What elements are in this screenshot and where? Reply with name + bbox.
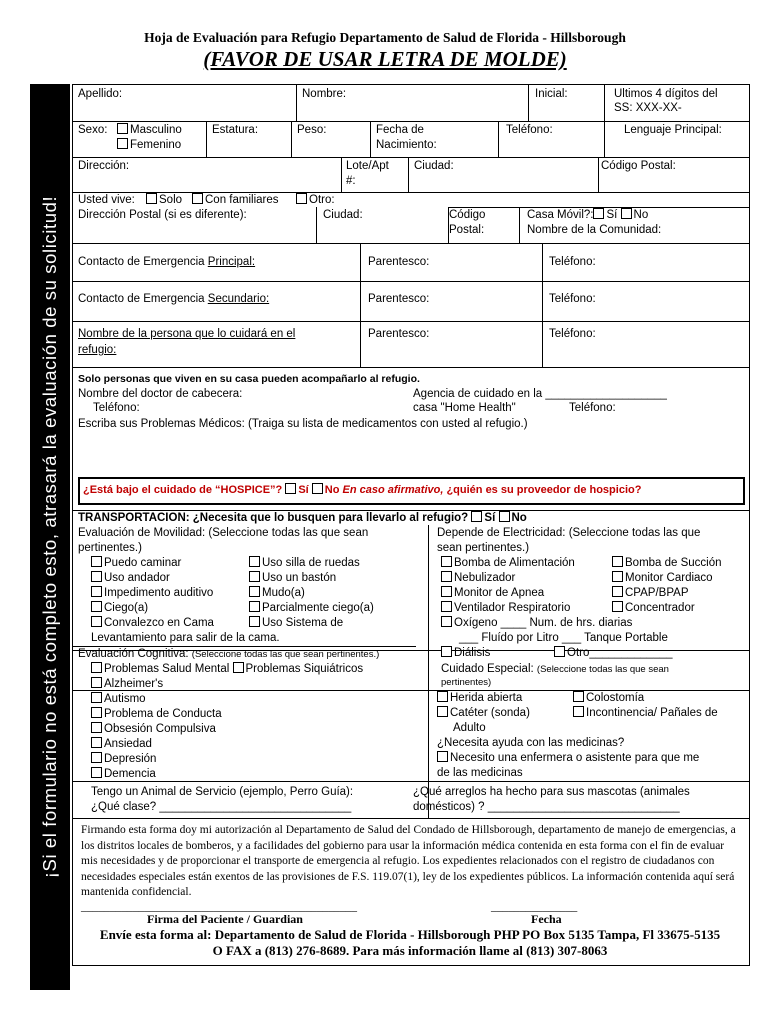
form-title: Hoja de Evaluación para Refugio Departamento de Salud de Florida - Hillsborough	[144, 30, 626, 45]
casa-movil-no-checkbox[interactable]	[621, 208, 632, 219]
parentesco-secundario-label: Parentesco:	[368, 293, 430, 305]
movilidad-checkbox[interactable]	[249, 556, 260, 567]
cognitiva-checkbox[interactable]	[91, 707, 102, 718]
electricidad-title-line2: sean pertinentes.)	[437, 542, 530, 554]
cognitiva-checkbox[interactable]	[91, 737, 102, 748]
hospice-si-checkbox[interactable]	[285, 483, 296, 494]
electricidad-checkbox[interactable]	[441, 616, 452, 627]
vive-otro-label: Otro:	[309, 194, 335, 206]
postal-codigo-line2: Postal:	[449, 224, 485, 236]
movilidad-title-line1: Evaluación de Movilidad: (Seleccione todas las que sean	[78, 527, 369, 539]
warning-sidebar	[30, 84, 70, 990]
ss-label-line2: SS: XXX-XX-	[614, 102, 682, 114]
especial-checkbox[interactable]	[573, 691, 584, 702]
especial-checkbox[interactable]	[437, 706, 448, 717]
electricidad-option[interactable]: Bomba de Alimentación	[441, 556, 575, 570]
movilidad-checkbox[interactable]	[91, 586, 102, 597]
transport-no-label: No	[511, 512, 527, 524]
casa-movil-group	[527, 208, 648, 222]
cognitiva-option[interactable]: Ansiedad	[91, 737, 152, 751]
cognitiva-option[interactable]: Obsesión Compulsiva	[91, 722, 216, 736]
vive-familiares-label: Con familiares	[205, 194, 279, 206]
cognitiva-checkbox[interactable]	[233, 662, 244, 673]
lote-label-line1: Lote/Apt	[346, 160, 389, 172]
electricidad-option[interactable]: Ventilador Respiratorio	[441, 601, 570, 615]
electricidad-option[interactable]: CPAP/BPAP	[612, 586, 689, 600]
movilidad-title-line2: pertinentes.)	[78, 542, 142, 554]
nombre-label: Nombre:	[302, 88, 347, 100]
direccion-postal-label: Dirección Postal (si es diferente):	[78, 209, 247, 221]
doctor-label: Nombre del doctor de cabecera:	[78, 388, 243, 400]
estatura-label: Estatura:	[212, 124, 259, 136]
cognitiva-checkbox[interactable]	[91, 752, 102, 763]
peso-label: Peso:	[297, 124, 327, 136]
electricidad-checkbox[interactable]	[612, 601, 623, 612]
movilidad-checkbox[interactable]	[91, 556, 102, 567]
vive-solo-checkbox[interactable]	[146, 193, 157, 204]
casa-movil-no-label: No	[633, 209, 649, 221]
movilidad-option[interactable]: Impedimento auditivo	[91, 586, 213, 600]
transport-si-label: Sí	[484, 512, 496, 524]
ciudad-label: Ciudad:	[414, 160, 454, 172]
electricidad-title-line1: Depende de Electricidad: (Seleccione todas las que	[437, 527, 701, 539]
masculino-option[interactable]	[117, 123, 182, 137]
cognitiva-option[interactable]: Alzheimer's	[91, 677, 163, 691]
cognitiva-checkbox[interactable]	[91, 722, 102, 733]
enfermera-label-line2: de las medicinas	[437, 767, 523, 779]
movilidad-checkbox[interactable]	[91, 616, 102, 627]
movilidad-option[interactable]: Uso Sistema de	[249, 616, 343, 630]
contacto-principal-label: Contacto de Emergencia Principal:	[78, 256, 256, 268]
footer-address: Envíe esta forma al: Departamento de Salud de Florida - Hillsborough PHP PO Box 5135 Tampa, Fl 33675-5135	[99, 927, 721, 942]
firma-label: Firma del Paciente / Guardian	[147, 912, 303, 926]
telefono-cuidador-label: Teléfono:	[549, 328, 596, 340]
movilidad-option[interactable]: Convalezco en Cama	[91, 616, 214, 630]
vive-familiares-option[interactable]	[192, 193, 279, 207]
fecha-label-line1: Fecha de	[376, 124, 424, 136]
consent-text: Firmando esta forma doy mi autorización al Departamento de Salud del Condado de Hillsborough, departamento de manejo de emergencias, a los distritos locales de bomberos, y a facilidades del gobierno para usar la información médica contenida en esta forma con el fin de evaluar mis necesidades y de proporcionar el transporte de emergencia al refugio. Los expedientes relacionados con el registro de ciudadanos con necesidades especiales están exentos de las provisiones de F.S. 119.07(1), ley de los expedientes públicos. La información contenida aquí será mantenida confidencial.	[81, 824, 736, 898]
fecha-label: Fecha	[531, 912, 562, 926]
dialisis-option[interactable]: Diálisis	[441, 646, 490, 660]
form-subtitle: (FAVOR DE USAR LETRA DE MOLDE)	[203, 47, 567, 71]
transport-si-checkbox[interactable]	[471, 511, 482, 522]
warning-sidebar-text: ¡Si el formulario no está completo esto, atrasará la evaluación de su solicitud!	[39, 195, 60, 879]
usted-vive-label: Usted vive:	[78, 194, 135, 206]
masculino-checkbox[interactable]	[117, 123, 128, 134]
parentesco-cuidador-label: Parentesco:	[368, 328, 430, 340]
cognitiva-checkbox[interactable]	[91, 677, 102, 688]
cognitiva-title: Evaluación Cognitiva: (Seleccione todas las que sean pertinentes.)	[78, 648, 380, 660]
acompanantes-note: Solo personas que viven en su casa pueden acompañarlo al refugio.	[78, 373, 420, 385]
especial-option[interactable]: Herida abierta	[437, 691, 522, 705]
inicial-label: Inicial:	[535, 88, 568, 100]
movilidad-option[interactable]: Uso silla de ruedas	[249, 556, 360, 570]
enfermera-option[interactable]: Necesito una enfermera o asistente para que me	[437, 751, 699, 765]
agencia-label-line2: casa "Home Health"	[413, 402, 516, 414]
electricidad-option[interactable]: Monitor de Apnea	[441, 586, 544, 600]
electricidad-option[interactable]: Concentrador	[612, 601, 695, 615]
cognitiva-option[interactable]: Demencia	[91, 767, 156, 781]
hospice-question: ¿Está bajo el cuidado de “HOSPICE”? Sí No En caso afirmativo, ¿quién es su proveedor de hospicio?	[83, 484, 642, 496]
hospice-no-checkbox[interactable]	[312, 483, 323, 494]
movilidad-option[interactable]: Parcialmente ciego(a)	[249, 601, 374, 615]
cuidado-especial-title: Cuidado Especial: (Seleccione todas las que sean	[441, 663, 669, 675]
dialisis-checkbox[interactable]	[441, 646, 452, 657]
vive-solo-label: Solo	[159, 194, 183, 206]
especial-option[interactable]: Incontinencia/ Pañales de	[573, 706, 718, 720]
femenino-option[interactable]	[117, 138, 181, 152]
electricidad-checkbox[interactable]	[612, 571, 623, 582]
sexo-label: Sexo:	[78, 124, 108, 136]
transport-no-checkbox[interactable]	[499, 511, 510, 522]
adulto-label: Adulto	[453, 722, 486, 734]
vive-solo-option[interactable]	[146, 193, 182, 207]
movilidad-checkbox[interactable]	[91, 571, 102, 582]
postal-ciudad-label: Ciudad:	[323, 209, 363, 221]
agencia-telefono-label: Teléfono:	[569, 402, 616, 414]
transport-question: TRANSPORTACION: ¿Necesita que lo busquen para llevarlo al refugio? Sí No	[78, 512, 527, 524]
electricidad-checkbox[interactable]	[441, 556, 452, 567]
cuidador-label-line1: Nombre de la persona que lo cuidará en el	[78, 328, 296, 340]
casa-movil-si-checkbox[interactable]	[593, 208, 604, 219]
date-line: _______________	[491, 901, 578, 913]
movilidad-checkbox[interactable]	[249, 586, 260, 597]
cognitiva-checkbox[interactable]	[91, 767, 102, 778]
telefono-principal-label: Teléfono:	[549, 256, 596, 268]
vive-otro-checkbox[interactable]	[296, 193, 307, 204]
telefono-label: Teléfono:	[506, 124, 553, 136]
cognitiva-option[interactable]: Problema de Conducta	[91, 707, 222, 721]
fluido-label: ___ Fluído por Litro ___ Tanque Portable	[459, 632, 668, 644]
cognitiva-option[interactable]: Depresión	[91, 752, 156, 766]
movilidad-option[interactable]: Uso un bastón	[249, 571, 336, 585]
lote-label-line2: #:	[346, 175, 356, 187]
cognitiva-checkbox[interactable]	[91, 662, 102, 673]
levantamiento-label: Levantamiento para salir de la cama.	[91, 632, 280, 644]
apellido-label: Apellido:	[78, 88, 123, 100]
vive-otro-option[interactable]	[296, 193, 335, 207]
enfermera-checkbox[interactable]	[437, 751, 448, 762]
electricidad-checkbox[interactable]	[441, 586, 452, 597]
cognitiva-option[interactable]: Autismo	[91, 692, 146, 706]
electricidad-otro-option[interactable]: Otro_____________	[554, 646, 673, 660]
electricidad-option[interactable]: Oxígeno ____ Num. de hrs. diarias	[441, 616, 632, 630]
parentesco-principal-label: Parentesco:	[368, 256, 430, 268]
electricidad-checkbox[interactable]	[612, 586, 623, 597]
hospice-si-label: Sí	[298, 484, 309, 496]
movilidad-option[interactable]: Ciego(a)	[91, 601, 148, 615]
cuidador-label-line2: refugio:	[78, 344, 117, 356]
doctor-telefono-label: Teléfono:	[93, 402, 140, 414]
movilidad-option[interactable]: Mudo(a)	[249, 586, 305, 600]
agencia-label-line1: Agencia de cuidado en la ___________________	[413, 388, 667, 400]
casa-movil-label: Casa Móvil?:	[527, 209, 594, 221]
casa-movil-si-label: Sí	[606, 209, 618, 221]
electricidad-otro-checkbox[interactable]	[554, 646, 565, 657]
electricidad-checkbox[interactable]	[441, 601, 452, 612]
movilidad-option[interactable]: Puedo caminar	[91, 556, 181, 570]
animal-clase-label: ¿Qué clase? ______________________________	[91, 801, 352, 813]
animal-servicio-label: Tengo un Animal de Servicio (ejemplo, Perro Guía):	[91, 786, 354, 798]
especial-checkbox[interactable]	[437, 691, 448, 702]
movilidad-checkbox[interactable]	[91, 601, 102, 612]
ss-label-line1: Ultimos 4 dígitos del	[614, 88, 718, 100]
femenino-label: Femenino	[130, 139, 182, 151]
footer-contact: O FAX a (813) 276-8689. Para más información llame al (813) 307-8063	[212, 943, 608, 958]
direccion-label: Dirección:	[78, 160, 130, 172]
postal-codigo-line1: Código	[449, 209, 486, 221]
vive-familiares-checkbox[interactable]	[192, 193, 203, 204]
cognitiva-option[interactable]: Problemas Salud Mental Problemas Siquiátricos	[91, 662, 363, 676]
telefono-secundario-label: Teléfono:	[549, 293, 596, 305]
hospice-no-label: No	[324, 484, 340, 496]
fecha-label-line2: Nacimiento:	[376, 139, 437, 151]
especial-option[interactable]: Colostomía	[573, 691, 644, 705]
movilidad-option[interactable]: Uso andador	[91, 571, 170, 585]
problemas-medicos-label: Escriba sus Problemas Médicos: (Traiga su lista de medicamentos con usted al refugio.)	[78, 418, 528, 430]
movilidad-checkbox[interactable]	[249, 571, 260, 582]
evaluation-form	[72, 84, 750, 966]
electricidad-option[interactable]: Monitor Cardiaco	[612, 571, 713, 585]
especial-checkbox[interactable]	[573, 706, 584, 717]
electricidad-option[interactable]: Bomba de Succión	[612, 556, 722, 570]
mascotas-label-line1: ¿Qué arreglos ha hecho para sus mascotas (animales	[413, 786, 690, 798]
movilidad-checkbox[interactable]	[249, 616, 260, 627]
especial-option[interactable]: Catéter (sonda)	[437, 706, 530, 720]
lenguaje-label: Lenguaje Principal:	[624, 124, 722, 136]
comunidad-label: Nombre de la Comunidad:	[527, 224, 662, 236]
cuidado-especial-title-line2: pertinentes)	[441, 677, 492, 688]
cognitiva-checkbox[interactable]	[91, 692, 102, 703]
movilidad-checkbox[interactable]	[249, 601, 260, 612]
codigo-postal-label: Código Postal:	[601, 160, 676, 172]
ayuda-medicinas-label: ¿Necesita ayuda con las medicinas?	[437, 737, 625, 749]
electricidad-checkbox[interactable]	[441, 571, 452, 582]
signature-line: ________________________________________________	[81, 901, 357, 913]
electricidad-checkbox[interactable]	[612, 556, 623, 567]
contacto-secundario-label: Contacto de Emergencia Secundario:	[78, 293, 270, 305]
femenino-checkbox[interactable]	[117, 138, 128, 149]
electricidad-option[interactable]: Nebulizador	[441, 571, 515, 585]
masculino-label: Masculino	[130, 124, 182, 136]
mascotas-label-line2: domésticos) ? ______________________________	[413, 801, 680, 813]
